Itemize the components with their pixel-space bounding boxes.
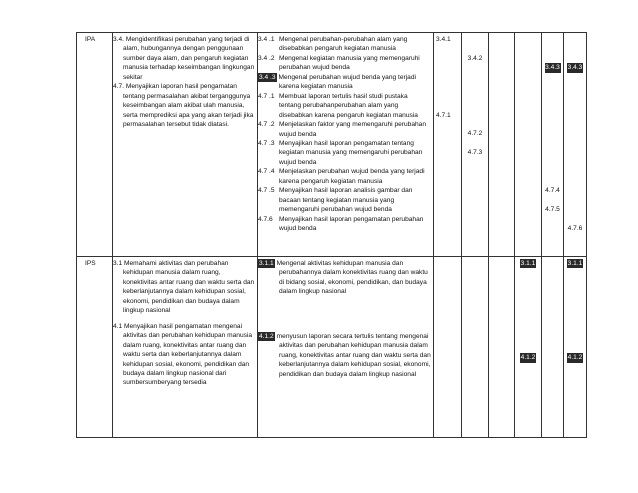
indicator-mark: 4.7.6 — [567, 224, 583, 232]
indicator-mark: 4.7.5 — [545, 205, 560, 213]
indicator-code: 3.4 .3 — [259, 73, 276, 81]
indicator-text: Menyajikan hasil laporan pengamatan tentang kegiatan manusia yang memengaruhi perubahan wujud benda — [279, 139, 423, 166]
mark-cell — [542, 257, 564, 438]
indicator-text: Menyajikan hasil laporan analisis gambar dan bacaan tentang kegiatan manusia yang memengaruhi perubahan wujud benda — [279, 187, 413, 214]
indicator-mark: 3.4.2 — [467, 54, 483, 62]
mark-cell — [515, 33, 542, 257]
indicator-text: menyusun laporan secara tertulis tentang mengenai aktivitas dan perubahan kehidupan manusia dalam ruang, konektivitas antar ruang dan waktu serta dan keberlanjutannya dalam kehidupan sosial, ekonomi, pendidikan dan budaya dalam lingkup nasional — [276, 332, 431, 378]
indicator-text: Mengenal aktivitas kehidupan manusia dan perubahannya dalam konektivitas ruang dan waktu di bidang sosial, ekonomi, pendidikan, dan budaya dalam lingkup nasional — [276, 260, 428, 296]
indicator-text: Mengenal perubahan wujud benda yang terjadi karena kegiatan manusia — [278, 73, 416, 91]
indicator-mark: 4.7.2 — [467, 130, 483, 138]
indicator-item — [258, 73, 433, 92]
indicator-code: 3.4 .2 — [258, 54, 275, 62]
mark-cell — [515, 257, 542, 438]
indicator-text: Mengenal perubahan-perubahan alam yang disebabkan pengaruh kegiatan manusia — [279, 36, 408, 53]
indicator-code: 4.7 .2 — [258, 121, 275, 129]
mark-cell — [489, 257, 515, 438]
mark-cell — [489, 33, 515, 257]
indicator-item — [258, 167, 433, 186]
indicator-item — [258, 332, 433, 379]
mark-cell — [564, 33, 587, 257]
indicator-item — [258, 259, 433, 297]
indicator-code: 3.1.1 — [259, 260, 274, 267]
indicator-mark: 4.1.2 — [567, 354, 583, 362]
indicator-mark: 4.7.3 — [467, 149, 483, 157]
mark-cell — [542, 33, 564, 257]
indicator-text: Menyajikan hasil laporan pengamatan perubahan wujud benda — [279, 215, 424, 233]
indicator-item — [258, 139, 433, 167]
indicator-cell — [258, 33, 434, 257]
indicator-text: Menjelaskan faktor yang memengaruhi perubahan wujud benda — [279, 121, 426, 138]
indicator-mark: 3.4.1 — [436, 36, 451, 43]
indicator-code: 4.7.6 — [258, 215, 273, 223]
mark-cell — [462, 257, 489, 438]
indicator-mark: 4.1.2 — [520, 354, 536, 362]
indicator-code: 4.7 .4 — [258, 168, 275, 176]
competency-table — [76, 32, 587, 438]
indicator-mark: 3.1.1 — [520, 260, 536, 267]
indicator-item — [258, 120, 433, 139]
indicator-cell — [258, 257, 434, 438]
indicator-text: Menjelaskan perubahan wujud benda yang terjadi karena pengaruh kegiatan manusia — [279, 168, 425, 185]
kd-item: 4.7. Menyajikan laporan hasil pengamatan tentang permasalahan akibat terganggunya keseimbangan alam akibat ulah manusia, serta memprediksi apa yang akan terjadi jika permasalahan tersebut tidak diatasi. — [113, 83, 254, 129]
indicator-text: Membuat laporan tertulis hasil studi pustaka tentang perubahanperubahan alam yang disebabkan karena pengaruh kegiatan manusia — [279, 92, 418, 119]
indicator-item — [258, 35, 433, 54]
indicator-mark: 4.7.4 — [545, 187, 560, 195]
subject-cell — [77, 33, 113, 257]
indicator-code: 4.7 .1 — [258, 92, 275, 100]
indicator-item — [258, 186, 433, 214]
indicator-text: Mengenal kegiatan manusia yang memengaruhi perubahan wujud benda — [279, 54, 420, 72]
indicator-item — [258, 92, 433, 120]
mark-cell — [434, 257, 462, 438]
indicator-item — [258, 215, 433, 234]
indicator-item — [258, 54, 433, 73]
kd-item: 3.4. Mengidentifikasi perubahan yang terjadi di alam, hubungannya dengan penggunaan sumber daya alam, dan pengaruh kegiatan manusia terhadap keseimbangan lingkungan sekitar — [113, 36, 255, 81]
subject-label: IPA — [85, 36, 96, 43]
indicator-code: 3.4 .1 — [258, 36, 275, 43]
indicator-code: 4.1.2 — [259, 332, 274, 340]
basic-competency-cell — [113, 257, 258, 438]
subject-label: IPS — [85, 260, 96, 267]
mark-cell — [462, 33, 489, 257]
indicator-code: 4.7 .5 — [258, 187, 275, 195]
mark-cell — [564, 257, 587, 438]
table-row-ipa — [77, 33, 587, 257]
indicator-mark: 3.4.3 — [567, 64, 583, 72]
subject-cell — [77, 257, 113, 438]
kd-item: 4.1 Menyajikan hasil pengamatan mengenai aktivitas dan perubahan kehidupan manusia dalam ruang, konektivitas antar ruang dan waktu serta dan keberlanjutannya dalam kehidupan sosial, ekonomi, pendidikan dan budaya dalam lingkup nasional dari sumbersumberyang tersedia — [113, 322, 253, 387]
kd-item: 3.1 Memahami aktivitas dan perubahan kehidupan manusia dalam ruang, konektivitas antar ruang dan waktu serta dan keberlanjutannya dalam kehidupan sosial, ekonomi, pendidikan dan budaya dalam lingkup nasional — [113, 260, 255, 315]
indicator-code: 4.7 .3 — [258, 139, 275, 147]
indicator-mark: 3.1.1 — [567, 260, 583, 267]
basic-competency-cell — [113, 33, 258, 257]
mark-cell — [434, 33, 462, 257]
table-row-ips — [77, 257, 587, 438]
indicator-mark: 3.4.3 — [545, 64, 560, 72]
indicator-mark: 4.7.1 — [436, 111, 451, 119]
